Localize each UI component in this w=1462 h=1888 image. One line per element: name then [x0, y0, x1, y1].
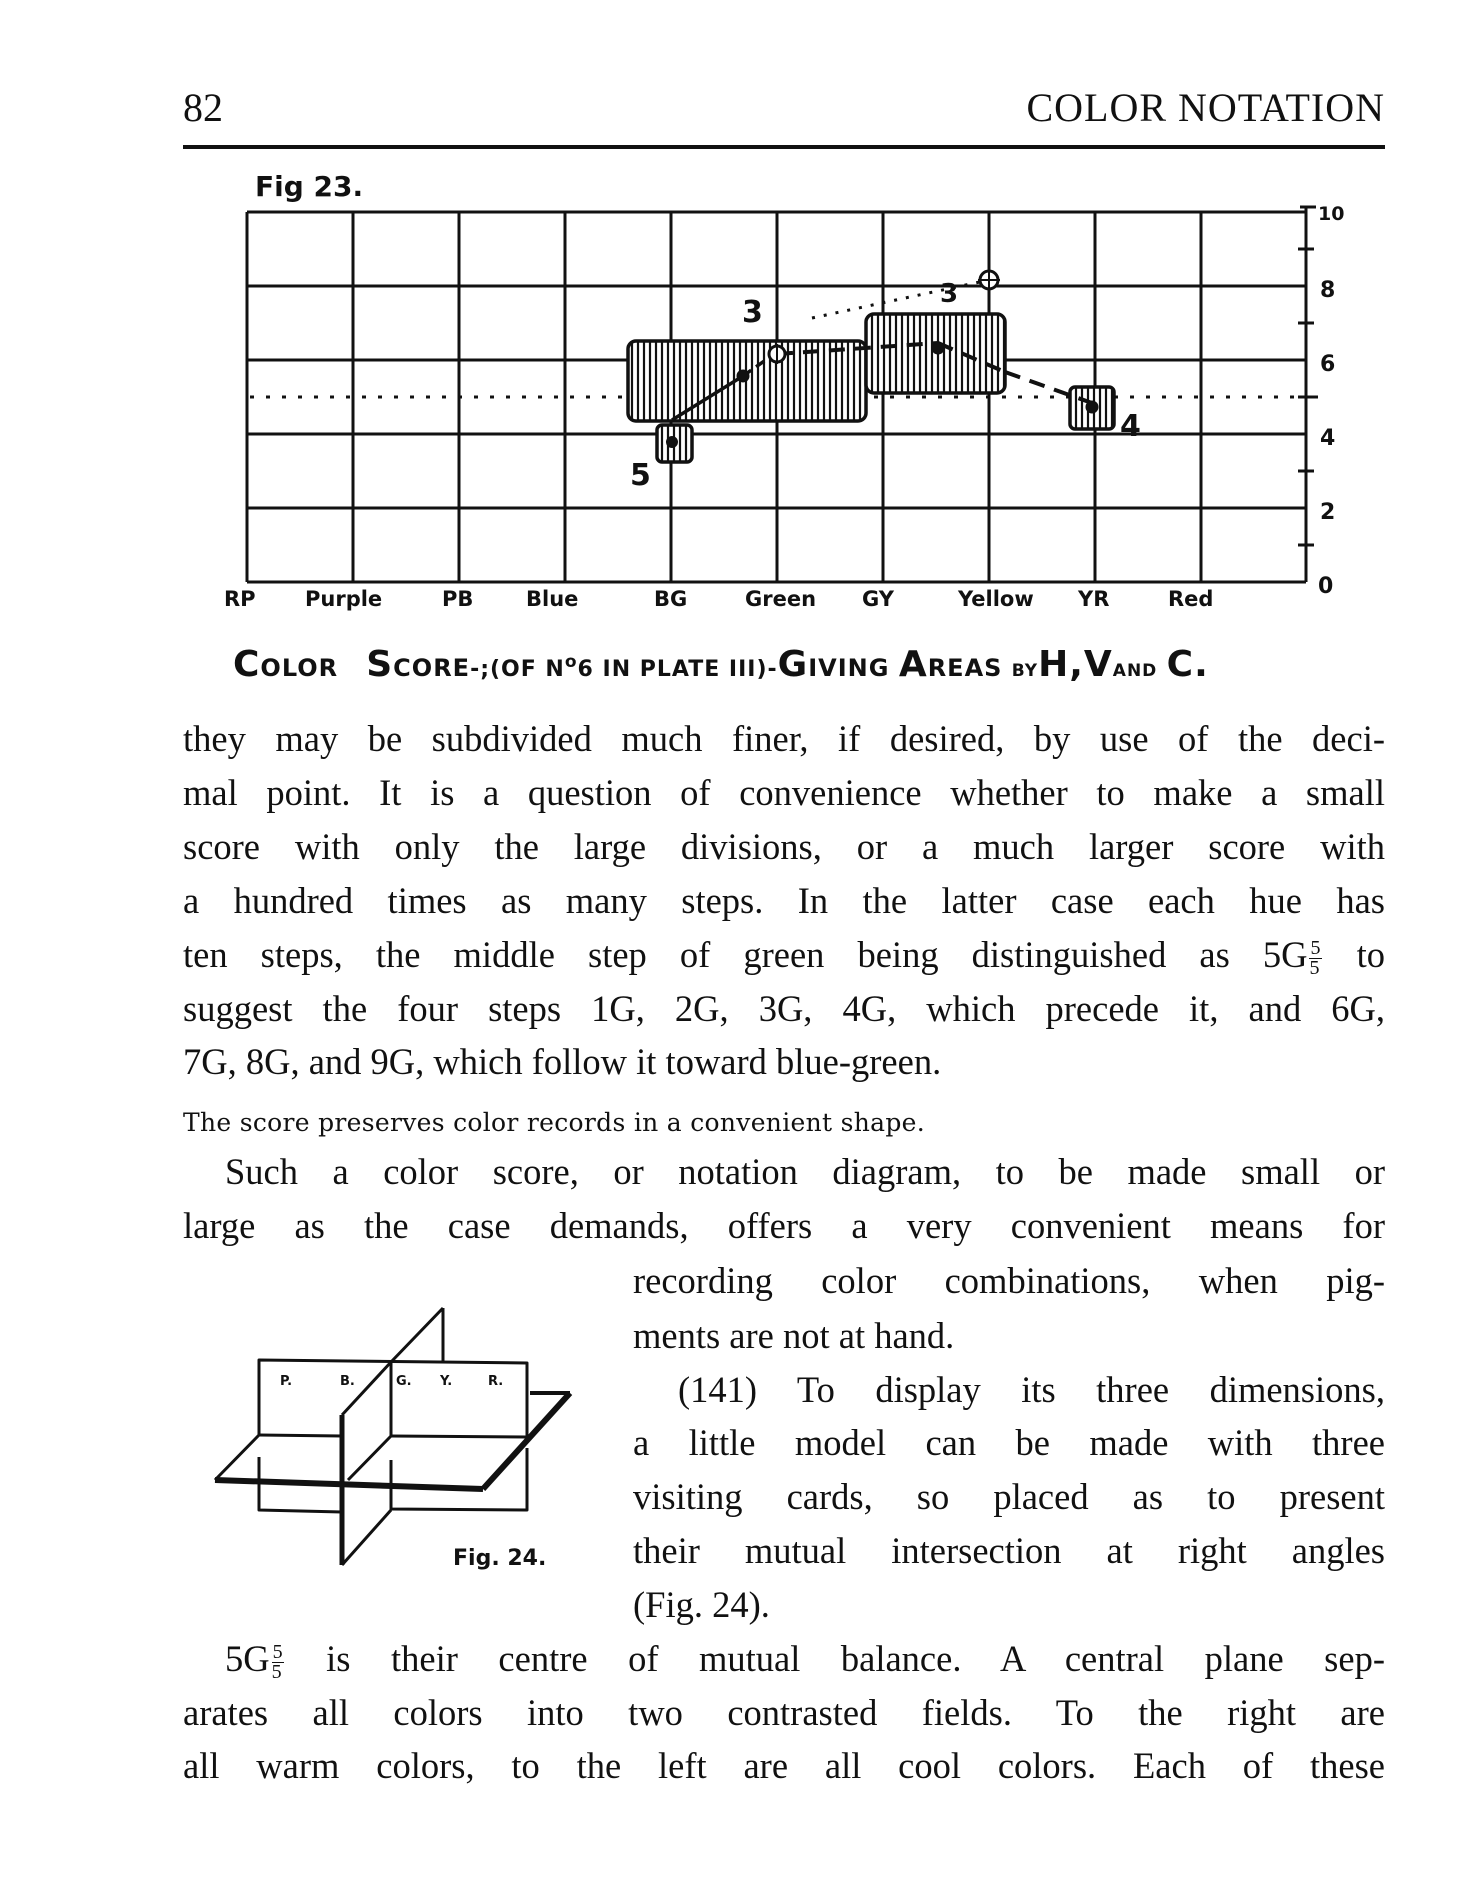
x-label-green: Green: [745, 587, 817, 611]
chroma-label-3-green: 3: [742, 295, 763, 330]
card-label-g: G.: [396, 1374, 412, 1389]
x-label-pb: PB: [442, 587, 474, 611]
y-tick-4: 4: [1320, 426, 1336, 451]
x-label-purple: Purple: [305, 587, 383, 611]
body-line: large as the case demands, offers a very convenient means for: [183, 1205, 1385, 1246]
chroma-label-5: 5: [630, 458, 651, 493]
y-tick-8: 8: [1320, 278, 1336, 303]
x-axis-labels: [224, 587, 1213, 611]
x-label-gy: GY: [862, 587, 894, 611]
hatched-areas: [628, 314, 1114, 462]
figure-24-label: Fig. 24.: [453, 1546, 547, 1571]
figure-23-label: Fig 23.: [255, 170, 364, 203]
body-line: they may be subdivided much finer, if desired, by use of the deci-: [183, 718, 1385, 759]
chroma-label-3-yellow: 3: [940, 279, 959, 309]
chroma-label-4: 4: [1120, 409, 1141, 444]
body-line: recording color combinations, when pig-: [633, 1260, 1385, 1301]
body-line: arates all colors into two contrasted fields. To the right are: [183, 1692, 1385, 1733]
running-title: COLOR NOTATION: [1026, 85, 1385, 130]
x-label-yellow: Yellow: [958, 587, 1034, 611]
page-number: 82: [183, 85, 223, 130]
body-line: (Fig. 24).: [633, 1584, 770, 1625]
card-label-b: B.: [340, 1374, 355, 1389]
body-line: a hundred times as many steps. In the latter case each hue has: [183, 880, 1385, 921]
body-line: score with only the large divisions, or a much larger score with: [183, 826, 1385, 867]
body-line: 5G $\frac{5}{5}$ is their centre of mutual balance. A central plane sep-: [225, 1638, 1385, 1684]
body-line: all warm colors, to the left are all cool colors. Each of these: [183, 1745, 1385, 1786]
y-tick-6: 6: [1320, 352, 1336, 377]
figure-24-three-card-model: [200, 1290, 600, 1610]
y-tick-10: 10: [1318, 203, 1345, 225]
body-line: ments are not at hand.: [633, 1315, 955, 1356]
marginal-heading: The score preserves color records in a convenient shape.: [183, 1108, 925, 1137]
body-line: a little model can be made with three: [633, 1422, 1385, 1463]
y-axis-labels: [1318, 203, 1344, 599]
fraction-5-5: $\frac{5}{5}$: [271, 1640, 283, 1684]
figure-23-caption: COLOR SCORE-;(OF $N^o6$ IN PLATE III)-GIVING AREAS BYH,VAND C.: [233, 644, 1209, 685]
card-label-y: Y.: [440, 1374, 453, 1389]
body-line: (141) To display its three dimensions,: [678, 1369, 1385, 1410]
figure-23-color-score-chart: [0, 0, 1462, 720]
x-label-red: Red: [1168, 587, 1214, 611]
x-label-bg: BG: [654, 587, 688, 611]
body-line: Such a color score, or notation diagram, to be made small or: [225, 1151, 1385, 1192]
fraction-5-5: $\frac{5}{5}$: [1309, 936, 1321, 980]
body-line: their mutual intersection at right angles: [633, 1530, 1385, 1571]
x-label-rp: RP: [224, 587, 256, 611]
body-line: visiting cards, so placed as to present: [633, 1476, 1385, 1517]
x-label-blue: Blue: [526, 587, 579, 611]
body-line: ten steps, the middle step of green being distinguished as 5G $\frac{5}{5}$ to: [183, 934, 1385, 980]
card-label-p: P.: [280, 1374, 293, 1389]
body-line: 7G, 8G, and 9G, which follow it toward blue-green.: [183, 1041, 942, 1082]
body-line: suggest the four steps 1G, 2G, 3G, 4G, which precede it, and 6G,: [183, 988, 1385, 1029]
card-label-r: R.: [488, 1374, 504, 1389]
x-label-yr: YR: [1078, 587, 1110, 611]
y-tick-0: 0: [1318, 574, 1334, 599]
y-tick-2: 2: [1320, 500, 1336, 525]
body-line: mal point. It is a question of convenience whether to make a small: [183, 772, 1385, 813]
